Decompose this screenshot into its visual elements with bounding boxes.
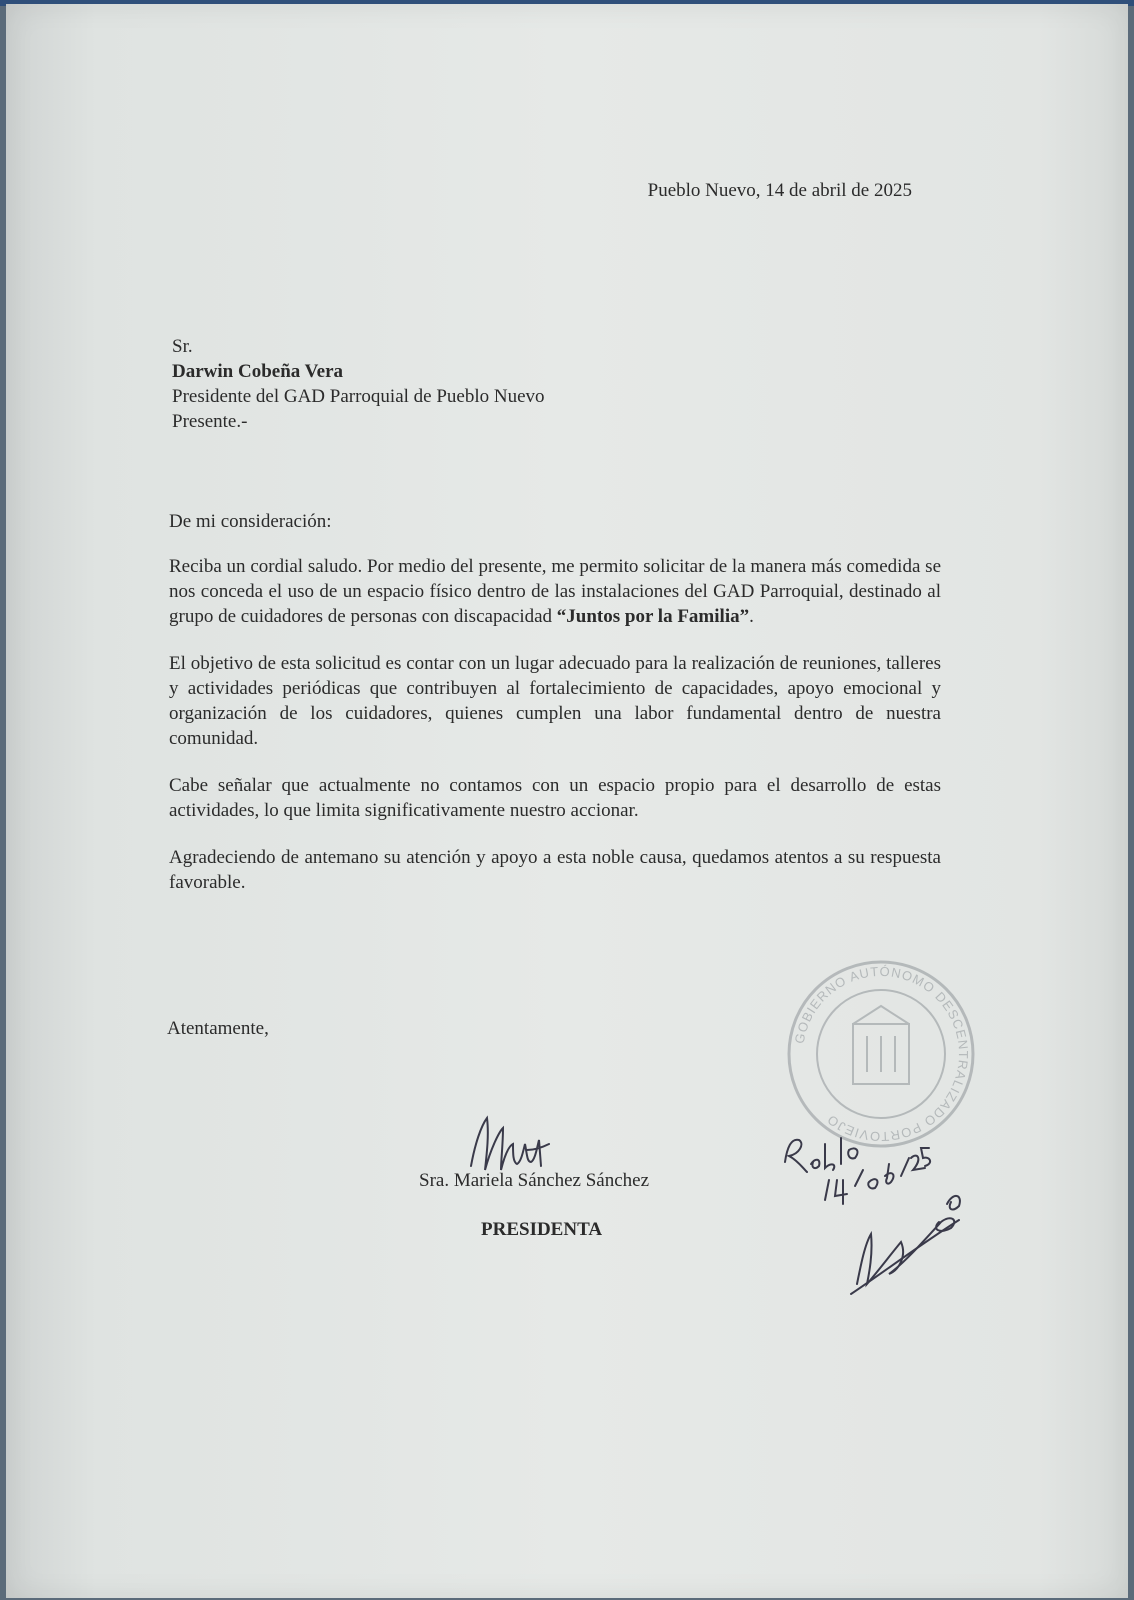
- paragraph-3: Cabe señalar que actualmente no contamos con un espacio propio para el desarrollo de estas actividades, lo que limita significativamente nuestro accionar.: [169, 775, 941, 821]
- paragraph-1-text: Reciba un cordial saludo. Por medio del presente, me permito solicitar de la manera más comedida se nos conceda el uso de un espacio físico dentro de las instalaciones del GAD Parroquial, destinado al grupo de cuidadores de personas con discapacidad: [169, 556, 941, 627]
- svg-text:GOBIERNO AUTÓNOMO DESCENTRALIZ: GOBIERNO AUTÓNOMO DESCENTRALIZADO PORTOVIEJO: [791, 963, 972, 1145]
- recipient-title: Sr.: [172, 336, 193, 357]
- group-name: “Juntos por la Familia”: [556, 606, 750, 627]
- closing: Atentamente,: [167, 1018, 269, 1039]
- signer-name: Sra. Mariela Sánchez Sánchez: [419, 1170, 650, 1191]
- paragraph-2: El objetivo de esta solicitud es contar con un lugar adecuado para la realización de reuniones, talleres y actividades periódicas que contribuyen al fortalecimiento de capacidades, apoyo emocional y organización de los cuidadores, quienes cumplen una labor fundamental dentro de nuestra comunidad.: [169, 653, 941, 749]
- recipient-presente: Presente.-: [172, 411, 248, 432]
- recipient-position: Presidente del GAD Parroquial de Pueblo Nuevo: [172, 386, 545, 407]
- greeting: De mi consideración:: [169, 511, 332, 532]
- letter-body: [169, 509, 941, 917]
- paragraph-4: Agradeciendo de antemano su atención y apoyo a esta noble causa, quedamos atentos a su respuesta favorable.: [169, 847, 941, 893]
- handwritten-receipt-note: [781, 1124, 981, 1304]
- recipient-name: Darwin Cobeña Vera: [172, 361, 344, 382]
- paragraph-1: [169, 554, 941, 629]
- paragraph-1-end: .: [749, 606, 754, 627]
- recipient-block: [172, 334, 545, 434]
- letter-page: [6, 4, 1128, 1598]
- letter-date: Pueblo Nuevo, 14 de abril de 2025: [647, 180, 912, 201]
- signer-role: PRESIDENTA: [481, 1219, 603, 1240]
